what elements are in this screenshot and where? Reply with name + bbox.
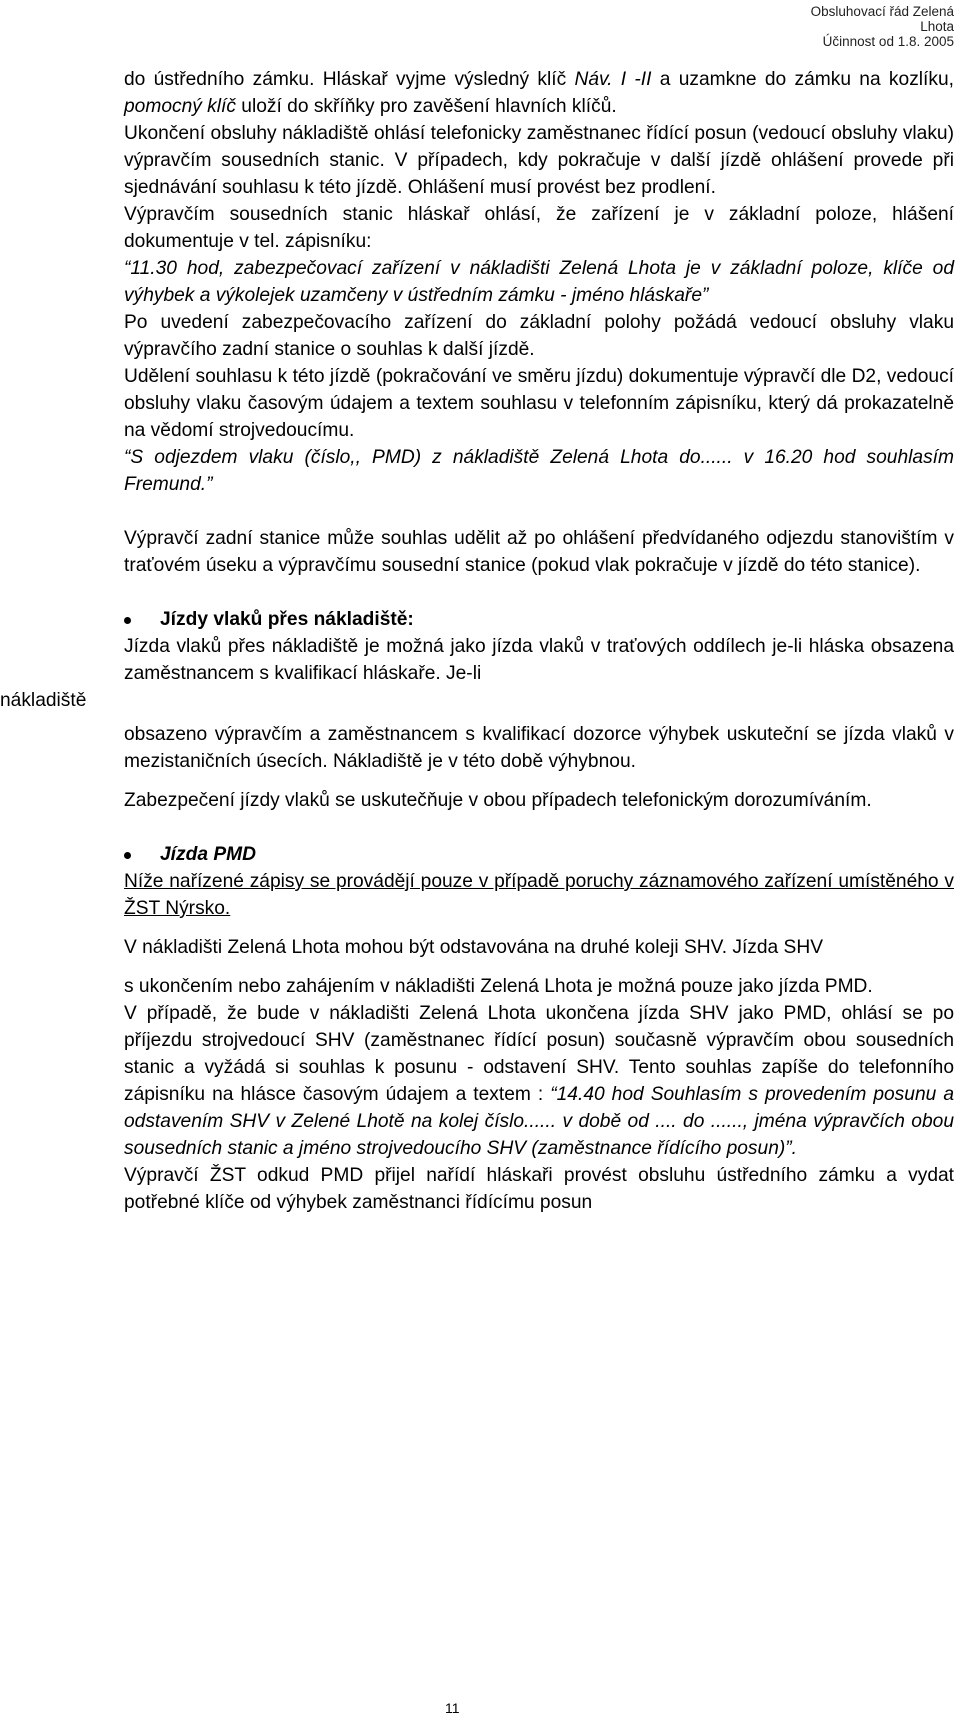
paragraph-consent-request: Po uvedení zabezpečovacího zařízení do základní polohy požádá vedoucí obsluhy vlaku výpravčího zadní stanice o souhlas k další jízdě. xyxy=(124,312,954,360)
paragraph-rear-station: Výpravčí zadní stanice může souhlas udělit až po ohlášení předvídaného odjezdu stanovištím v traťovém úseku a výpravčímu sousední stanice (pokud vlak pokračuje v jízdě do této stanice). xyxy=(124,528,954,576)
paragraph-shv-pmd: s ukončením nebo zahájením v nákladišti Zelená Lhota je možná pouze jako jízda PMD. xyxy=(124,976,873,997)
section-heading: Jízda PMD xyxy=(160,844,256,865)
paragraph-train-runs: Jízda vlaků přes nákladiště je možná jako jízda vlaků v traťových oddílech je-li hláska obsazena zaměstnancem s kvalifikací hláskaře. Je-li xyxy=(124,636,954,684)
paragraph-pmd-note: Níže nařízené zápisy se provádějí pouze v případě poruchy záznamového zařízení umístěného v ŽST Nýrsko. xyxy=(124,871,954,919)
bullet-icon xyxy=(124,852,131,859)
side-label-row xyxy=(0,687,960,717)
paragraph-train-runs-cont: obsazeno výpravčím a zaměstnancem s kvalifikací dozorce výhybek uskuteční se jízda vlaků v mezistaničních úsecích. Nákladiště je v této době výhybnou. xyxy=(124,724,954,772)
bullet-train-runs xyxy=(124,606,954,633)
side-label: nákladiště xyxy=(0,690,87,711)
header-title: Obsluhovací řád Zelená xyxy=(810,4,954,19)
section-heading: Jízdy vlaků přes nákladiště: xyxy=(160,609,414,630)
document-header xyxy=(811,4,954,49)
bullet-pmd xyxy=(124,841,954,868)
paragraph-shv-parking: V nákladišti Zelená Lhota mohou být odstavována na druhé koleji SHV. Jízda SHV xyxy=(124,937,823,958)
header-effective-date: Účinnost od 1.8. 2005 xyxy=(822,34,954,49)
header-title-cont: Lhota xyxy=(920,19,954,34)
paragraph-end-of-service: Ukončení obsluhy nákladiště ohlásí telefonicky zaměstnanec řídící posun (vedoucí obsluhy vlaku) výpravčím sousedních stanic. V případech, kdy pokračuje v další jízdě ohlášení provede při sjednávání souhlasu k této jízdě. Ohlášení musí provést bez prodlení. xyxy=(124,123,954,198)
bullet-icon xyxy=(124,617,131,624)
paragraph-safety: Zabezpečení jízdy vlaků se uskutečňuje v obou případech telefonickým dorozumíváním. xyxy=(124,790,872,811)
paragraph-quote-report: “11.30 hod, zabezpečovací zařízení v nákladišti Zelená Lhota je v základní poloze, klíče od výhybek a výkolejek uzamčeny v ústředním zámku - jméno hláskaře” xyxy=(124,258,954,306)
paragraph-key-removal: do ústředního zámku. Hláskař vyjme výsledný klíč Náv. I -II a uzamkne do zámku na kozlíku, pomocný klíč uloží do skříňky pro zavěšení hlavních klíčů. xyxy=(124,69,954,117)
paragraph-central-lock: Výpravčí ŽST odkud PMD přijel nařídí hláskaři provést obsluhu ústředního zámku a vydat potřebné klíče od výhybek zaměstnanci řídícímu posun xyxy=(124,1165,954,1213)
paragraph-report: Výpravčím sousedních stanic hláskař ohlásí, že zařízení je v základní poloze, hlášení dokumentuje v tel. zápisníku: xyxy=(124,204,954,252)
page-number: 11 xyxy=(445,1700,460,1716)
document-body xyxy=(0,66,960,1216)
paragraph-shv-procedure: V případě, že bude v nákladišti Zelená Lhota ukončena jízda SHV jako PMD, ohlásí se po příjezdu strojvedoucí SHV (zaměstnanec řídící posun) současně výpravčím obou sousedních stanic a vyžádá si souhlas k posunu - odstavení SHV. Tento souhlas zapíše do telefonního zápisníku na hlásce časovým údajem a textem : “14.40 hod Souhlasím s provedením posunu a odstavením SHV v Zelené Lhotě na kolej číslo...... v době od .... do ......, jména výpravčích obou sousedních stanic a jméno strojvedoucího SHV (zaměstnance řídícího posun)”. xyxy=(124,1003,954,1159)
paragraph-consent-documentation: Udělení souhlasu k této jízdě (pokračování ve směru jízdu) dokumentuje výpravčí dle D2, vedoucí obsluhy vlaku časovým údajem a textem souhlasu v telefonním zápisníku, který dá prokazatelně na vědomí strojvedoucímu. xyxy=(124,366,954,441)
paragraph-quote-consent: “S odjezdem vlaku (číslo,, PMD) z nákladiště Zelená Lhota do...... v 16.20 hod souhlasím Fremund.” xyxy=(124,447,954,495)
